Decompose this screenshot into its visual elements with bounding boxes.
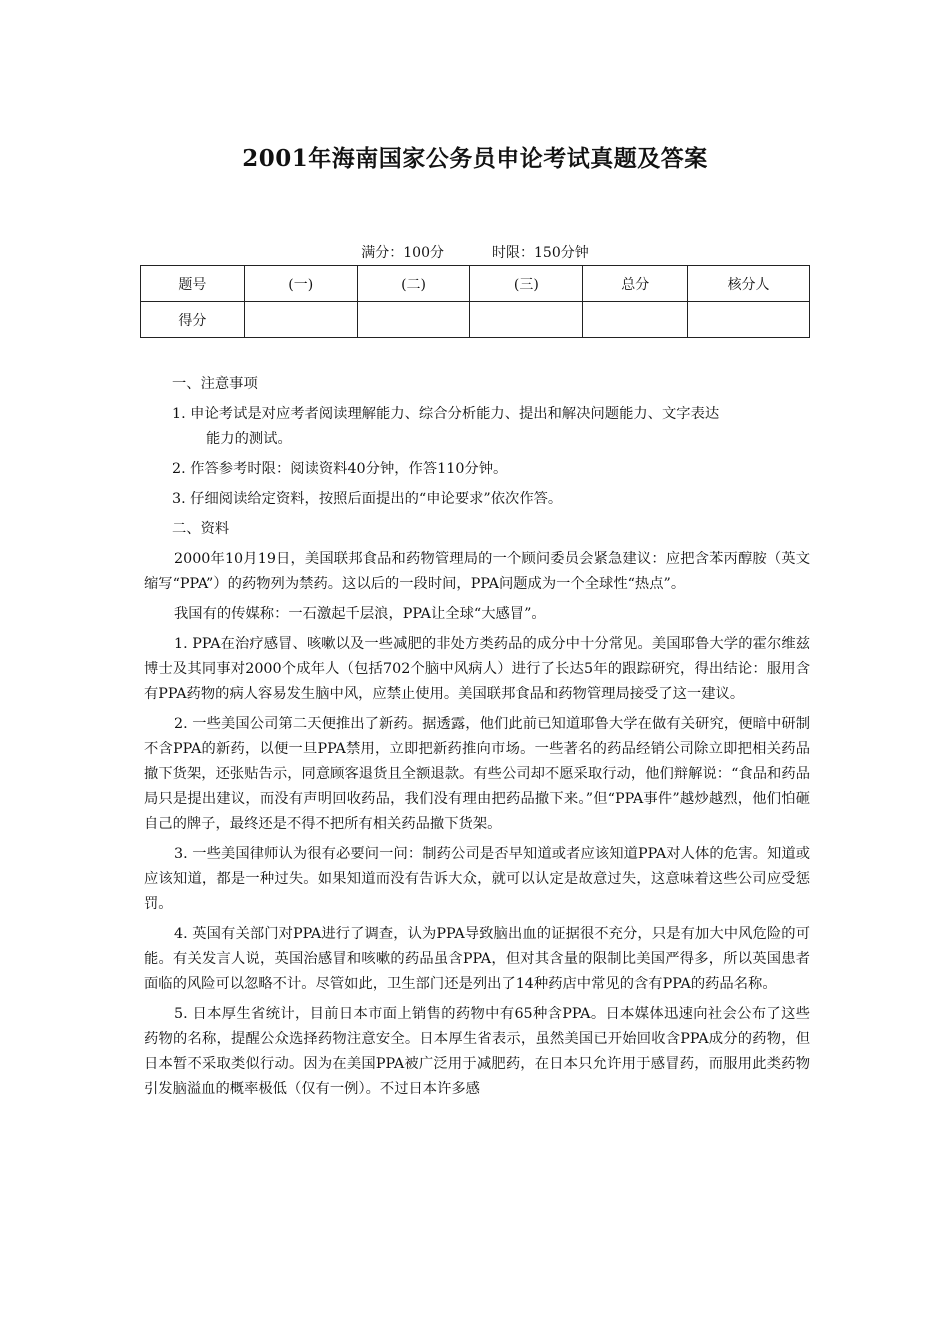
table-header-cell: 核分人	[688, 266, 810, 302]
note-continuation: 能力的测试。	[206, 431, 292, 447]
note-text: 1. 申论考试是对应考者阅读理解能力、综合分析能力、提出和解决问题能力、文字表达	[172, 406, 720, 422]
note-item	[144, 402, 810, 452]
score-cell[interactable]	[357, 302, 470, 338]
paragraph: 5. 日本厚生省统计，目前日本市面上销售的药物中有65种含PPA。日本媒体迅速向社会公布了这些药物的名称，提醒公众选择药物注意安全。日本厚生省表示，虽然美国已开始回收含PPA成分的药物，但日本暂不采取类似行动。因为在美国PPA被广泛用于减肥药，在日本只允许用于感冒药，而服用此类药物引发脑溢血的概率极低（仅有一例）。不过日本许多感	[144, 1006, 810, 1097]
table-header-cell: (一)	[244, 266, 357, 302]
material-heading: 二、资料	[172, 521, 230, 537]
score-cell[interactable]	[583, 302, 688, 338]
table-header-cell: 题号	[141, 266, 245, 302]
paragraph: 4. 英国有关部门对PPA进行了调查，认为PPA导致脑出血的证据很不充分，只是有加大中风危险的可能。有关发言人说，英国治感冒和咳嗽的药品虽含PPA，但对其含量的限制比美国严得多，所以英国患者面临的风险可以忽略不计。尽管如此，卫生部门还是列出了14种药店中常见的含有PPA的药品名称。	[144, 926, 810, 992]
table-row	[141, 302, 810, 338]
score-cell[interactable]	[244, 302, 357, 338]
time-limit: 时限：150分钟	[492, 245, 589, 261]
note-item: 3. 仔细阅读给定资料，按照后面提出的“申论要求”依次作答。	[172, 491, 563, 507]
document-title: 2001年海南国家公务员申论考试真题及答案	[242, 145, 708, 172]
paragraph: 2000年10月19日，美国联邦食品和药物管理局的一个顾问委员会紧急建议：应把含苯丙醇胺（英文缩写“PPA”）的药物列为禁药。这以后的一段时间，PPA问题成为一个全球性“热点”。	[144, 551, 810, 592]
exam-meta	[0, 242, 950, 262]
table-header-cell: (三)	[470, 266, 583, 302]
score-table	[140, 265, 810, 338]
notes-heading: 一、注意事项	[172, 376, 258, 392]
table-header-cell: (二)	[357, 266, 470, 302]
table-header-cell: 总分	[583, 266, 688, 302]
document-body	[144, 372, 810, 1107]
table-row	[141, 266, 810, 302]
paragraph: 我国有的传媒称：一石激起千层浪，PPA让全球“大感冒”。	[174, 606, 546, 622]
score-cell[interactable]	[470, 302, 583, 338]
paragraph: 1. PPA在治疗感冒、咳嗽以及一些减肥的非处方类药品的成分中十分常见。美国耶鲁大学的霍尔维兹博士及其同事对2000个成年人（包括702个脑中风病人）进行了长达5年的跟踪研究，得出结论：服用含有PPA药物的病人容易发生脑中风，应禁止使用。美国联邦食品和药物管理局接受了这一建议。	[144, 636, 810, 702]
table-row-label: 得分	[141, 302, 245, 338]
paragraph: 3. 一些美国律师认为很有必要问一问：制药公司是否早知道或者应该知道PPA对人体的危害。知道或应该知道，都是一种过失。如果知道而没有告诉大众，就可以认定是故意过失，这意味着这些公司应受惩罚。	[144, 846, 810, 912]
note-item: 2. 作答参考时限：阅读资料40分钟，作答110分钟。	[172, 461, 508, 477]
paragraph: 2. 一些美国公司第二天便推出了新药。据透露，他们此前已知道耶鲁大学在做有关研究，便暗中研制不含PPA的新药，以便一旦PPA禁用，立即把新药推向市场。一些著名的药品经销公司除立即把相关药品撤下货架，还张贴告示，同意顾客退货且全额退款。有些公司却不愿采取行动，他们辩解说：“食品和药品局只是提出建议，而没有声明回收药品，我们没有理由把药品撤下来。”但“PPA事件”越炒越烈，他们怕砸自己的牌子，最终还是不得不把所有相关药品撤下货架。	[144, 716, 810, 832]
score-cell[interactable]	[688, 302, 810, 338]
full-score: 满分：100分	[361, 245, 444, 261]
